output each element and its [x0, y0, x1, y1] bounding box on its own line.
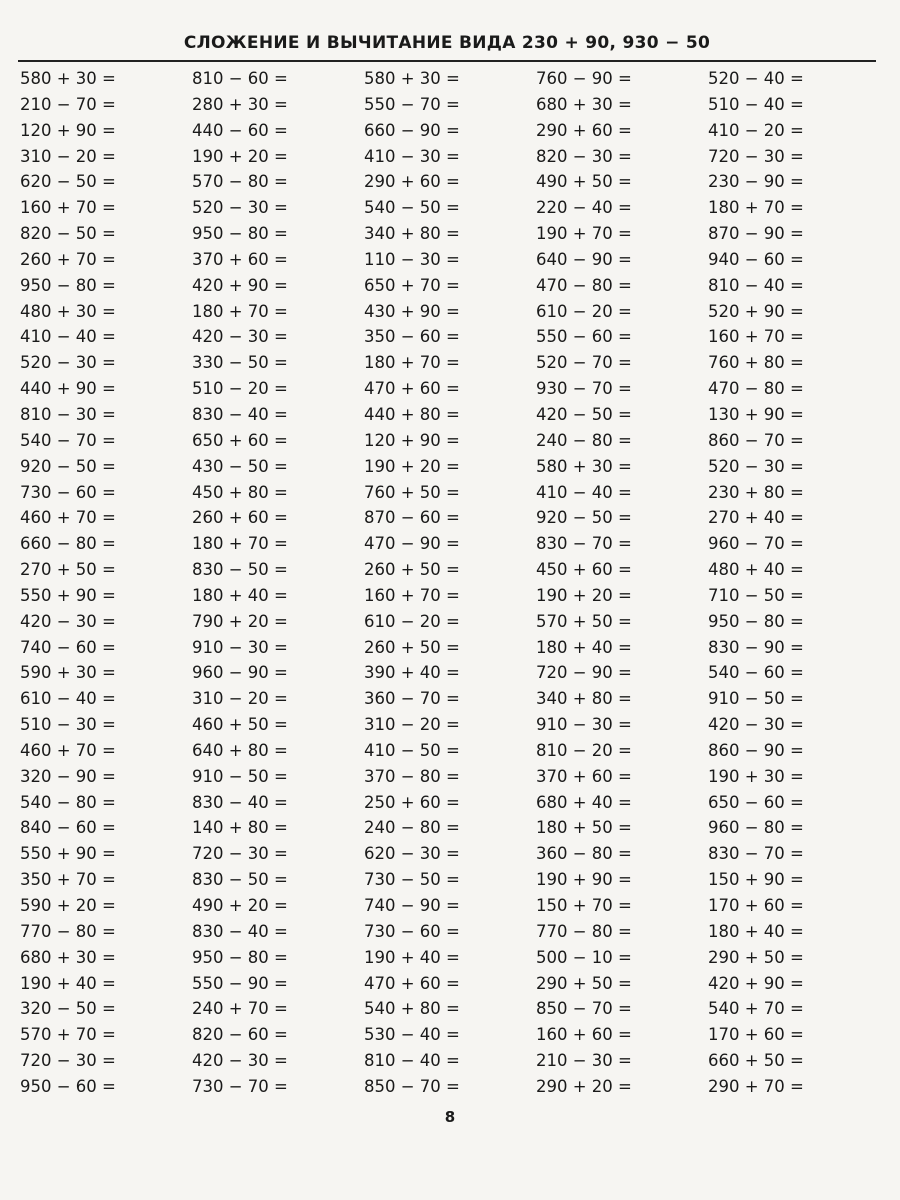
exercise-item: 520 − 30 =: [20, 353, 116, 373]
exercise-item: 370 + 60 =: [192, 249, 288, 269]
exercise-item: 580 + 30 =: [20, 69, 116, 88]
exercise-item: 180 + 40 =: [192, 585, 288, 605]
exercise-item: 540 − 60 =: [708, 663, 804, 683]
exercise-column: [362, 66, 534, 1100]
header-rule: [18, 60, 876, 62]
exercise-item: 460 + 50 =: [192, 715, 288, 735]
exercise-item: 830 − 40 =: [192, 404, 288, 424]
exercise-item: 730 − 50 =: [364, 870, 460, 890]
exercise-item: 350 − 60 =: [364, 327, 460, 347]
exercise-item: 820 − 30 =: [536, 146, 632, 166]
exercise-item: 870 − 60 =: [364, 508, 460, 528]
exercise-item: 420 − 50 =: [536, 404, 632, 424]
exercise-item: 330 − 50 =: [192, 353, 288, 373]
exercise-item: 810 − 40 =: [708, 275, 804, 295]
exercise-item: 940 − 60 =: [708, 249, 804, 269]
exercise-item: 920 − 50 =: [536, 508, 632, 528]
exercise-item: 720 − 30 =: [20, 1051, 116, 1071]
exercise-item: 110 − 30 =: [364, 249, 460, 269]
exercise-item: 230 + 80 =: [708, 482, 804, 502]
exercise-item: 190 + 70 =: [536, 224, 632, 244]
exercise-item: 120 + 90 =: [364, 430, 460, 450]
exercise-item: 870 − 90 =: [708, 224, 804, 244]
exercise-item: 210 − 30 =: [536, 1051, 632, 1071]
exercise-item: 730 − 70 =: [192, 1076, 288, 1096]
exercise-item: 430 − 50 =: [192, 456, 288, 476]
exercise-item: 610 − 20 =: [364, 611, 460, 631]
exercise-item: 190 + 30 =: [708, 766, 804, 786]
exercise-item: 180 + 40 =: [708, 921, 804, 941]
exercise-item: 960 − 90 =: [192, 663, 288, 683]
exercise-item: 160 + 70 =: [708, 327, 804, 347]
exercise-column: [534, 66, 706, 1100]
exercise-item: 220 − 40 =: [536, 198, 632, 218]
exercise-item: 480 + 30 =: [20, 301, 116, 321]
exercise-item: 810 − 30 =: [20, 404, 116, 424]
page-number: 8: [444, 1108, 456, 1126]
exercise-item: 470 + 60 =: [364, 379, 460, 399]
exercise-item: 230 − 90 =: [708, 172, 804, 192]
exercise-item: 120 + 90 =: [20, 120, 116, 140]
exercise-item: 610 − 20 =: [536, 301, 632, 321]
exercise-item: 390 + 40 =: [364, 663, 460, 683]
exercise-item: 830 − 90 =: [708, 637, 804, 657]
exercise-item: 590 + 30 =: [20, 663, 116, 683]
exercise-item: 470 − 80 =: [708, 379, 804, 399]
exercise-item: 680 + 30 =: [536, 94, 632, 114]
exercise-item: 810 − 60 =: [192, 69, 288, 88]
exercise-item: 470 − 80 =: [536, 275, 632, 295]
exercise-item: 340 + 80 =: [536, 689, 632, 709]
exercise-item: 550 + 90 =: [20, 844, 116, 864]
exercise-item: 310 − 20 =: [20, 146, 116, 166]
exercise-item: 410 − 40 =: [536, 482, 632, 502]
exercise-item: 520 − 30 =: [708, 456, 804, 476]
exercise-item: 640 + 80 =: [192, 740, 288, 760]
exercise-column: [18, 66, 190, 1100]
exercise-item: 650 + 60 =: [192, 430, 288, 450]
exercise-item: 420 − 30 =: [20, 611, 116, 631]
exercise-grid: [18, 66, 878, 1100]
exercise-item: 730 − 60 =: [20, 482, 116, 502]
exercise-item: 310 − 20 =: [364, 715, 460, 735]
exercise-item: 130 + 90 =: [708, 404, 804, 424]
exercise-item: 550 − 70 =: [364, 94, 460, 114]
exercise-item: 460 + 70 =: [20, 508, 116, 528]
exercise-item: 180 + 70 =: [364, 353, 460, 373]
exercise-item: 420 + 90 =: [192, 275, 288, 295]
exercise-item: 620 − 50 =: [20, 172, 116, 192]
exercise-item: 520 − 40 =: [708, 69, 804, 88]
exercise-item: 770 − 80 =: [20, 921, 116, 941]
exercise-item: 190 + 20 =: [192, 146, 288, 166]
exercise-item: 180 + 70 =: [192, 301, 288, 321]
exercise-item: 410 − 50 =: [364, 740, 460, 760]
exercise-item: 250 + 60 =: [364, 792, 460, 812]
exercise-item: 320 − 50 =: [20, 999, 116, 1019]
exercise-item: 830 − 70 =: [536, 534, 632, 554]
exercise-item: 660 + 50 =: [708, 1051, 804, 1071]
exercise-item: 450 + 60 =: [536, 560, 632, 580]
exercise-item: 290 + 60 =: [364, 172, 460, 192]
exercise-item: 550 + 90 =: [20, 585, 116, 605]
exercise-item: 850 − 70 =: [536, 999, 632, 1019]
exercise-item: 260 + 50 =: [364, 637, 460, 657]
exercise-item: 770 − 80 =: [536, 921, 632, 941]
exercise-item: 530 − 40 =: [364, 1025, 460, 1045]
exercise-item: 440 + 90 =: [20, 379, 116, 399]
exercise-item: 840 − 60 =: [20, 818, 116, 838]
page-title: СЛОЖЕНИЕ И ВЫЧИТАНИЕ ВИДА 230 + 90, 930 − 50: [183, 33, 711, 53]
exercise-item: 950 − 80 =: [708, 611, 804, 631]
exercise-item: 590 + 20 =: [20, 896, 116, 915]
exercise-item: 410 − 30 =: [364, 146, 460, 166]
exercise-item: 960 − 70 =: [708, 534, 804, 554]
exercise-item: 490 + 50 =: [536, 172, 632, 192]
exercise-item: 910 − 50 =: [192, 766, 288, 786]
exercise-item: 290 + 70 =: [708, 1076, 804, 1096]
exercise-item: 660 − 90 =: [364, 120, 460, 140]
exercise-item: 290 + 50 =: [536, 973, 632, 993]
exercise-item: 830 − 70 =: [708, 844, 804, 864]
exercise-item: 440 − 60 =: [192, 120, 288, 140]
exercise-item: 620 − 30 =: [364, 844, 460, 864]
exercise-item: 540 + 80 =: [364, 999, 460, 1019]
exercise-item: 830 − 50 =: [192, 870, 288, 890]
exercise-item: 370 + 60 =: [536, 766, 632, 786]
exercise-item: 270 + 50 =: [20, 560, 116, 580]
exercise-item: 370 − 80 =: [364, 766, 460, 786]
exercise-item: 460 + 70 =: [20, 740, 116, 760]
exercise-item: 720 − 30 =: [708, 146, 804, 166]
exercise-item: 360 − 80 =: [536, 844, 632, 864]
exercise-item: 520 − 30 =: [192, 198, 288, 218]
exercise-item: 290 + 20 =: [536, 1076, 632, 1096]
exercise-item: 720 − 30 =: [192, 844, 288, 864]
exercise-item: 740 − 90 =: [364, 896, 460, 915]
exercise-item: 170 + 60 =: [708, 1025, 804, 1045]
exercise-item: 510 − 20 =: [192, 379, 288, 399]
exercise-item: 660 − 80 =: [20, 534, 116, 554]
exercise-item: 470 + 60 =: [364, 973, 460, 993]
exercise-item: 570 + 70 =: [20, 1025, 116, 1045]
exercise-item: 950 − 80 =: [192, 224, 288, 244]
exercise-column: [190, 66, 362, 1100]
exercise-item: 810 − 20 =: [536, 740, 632, 760]
exercise-item: 650 − 60 =: [708, 792, 804, 812]
exercise-item: 820 − 50 =: [20, 224, 116, 244]
exercise-item: 420 − 30 =: [708, 715, 804, 735]
exercise-item: 640 − 90 =: [536, 249, 632, 269]
exercise-item: 290 + 60 =: [536, 120, 632, 140]
exercise-item: 150 + 70 =: [536, 896, 632, 915]
exercise-item: 280 + 30 =: [192, 94, 288, 114]
exercise-item: 550 − 60 =: [536, 327, 632, 347]
exercise-item: 710 − 50 =: [708, 585, 804, 605]
exercise-item: 540 − 70 =: [20, 430, 116, 450]
exercise-item: 850 − 70 =: [364, 1076, 460, 1096]
exercise-item: 540 − 50 =: [364, 198, 460, 218]
exercise-column: [706, 66, 878, 1100]
exercise-item: 680 + 40 =: [536, 792, 632, 812]
exercise-item: 790 + 20 =: [192, 611, 288, 631]
exercise-item: 420 − 30 =: [192, 327, 288, 347]
exercise-item: 520 + 90 =: [708, 301, 804, 321]
exercise-item: 580 + 30 =: [536, 456, 632, 476]
exercise-item: 480 + 40 =: [708, 560, 804, 580]
exercise-item: 420 − 30 =: [192, 1051, 288, 1071]
exercise-item: 520 − 70 =: [536, 353, 632, 373]
exercise-item: 310 − 20 =: [192, 689, 288, 709]
exercise-item: 860 − 90 =: [708, 740, 804, 760]
exercise-item: 760 + 80 =: [708, 353, 804, 373]
exercise-item: 160 + 70 =: [364, 585, 460, 605]
exercise-item: 260 + 50 =: [364, 560, 460, 580]
exercise-item: 150 + 90 =: [708, 870, 804, 890]
exercise-item: 190 + 40 =: [20, 973, 116, 993]
exercise-item: 320 − 90 =: [20, 766, 116, 786]
exercise-item: 510 − 40 =: [708, 94, 804, 114]
exercise-item: 730 − 60 =: [364, 921, 460, 941]
exercise-item: 160 + 60 =: [536, 1025, 632, 1045]
exercise-item: 490 + 20 =: [192, 896, 288, 915]
exercise-item: 950 − 80 =: [192, 947, 288, 967]
exercise-item: 510 − 30 =: [20, 715, 116, 735]
exercise-item: 830 − 40 =: [192, 921, 288, 941]
exercise-item: 190 + 90 =: [536, 870, 632, 890]
exercise-item: 240 − 80 =: [536, 430, 632, 450]
exercise-item: 190 + 20 =: [364, 456, 460, 476]
exercise-item: 650 + 70 =: [364, 275, 460, 295]
exercise-item: 170 + 60 =: [708, 896, 804, 915]
exercise-item: 930 − 70 =: [536, 379, 632, 399]
exercise-item: 450 + 80 =: [192, 482, 288, 502]
exercise-item: 360 − 70 =: [364, 689, 460, 709]
exercise-item: 760 − 90 =: [536, 69, 632, 88]
exercise-item: 550 − 90 =: [192, 973, 288, 993]
exercise-item: 950 − 80 =: [20, 275, 116, 295]
exercise-item: 820 − 60 =: [192, 1025, 288, 1045]
exercise-item: 830 − 40 =: [192, 792, 288, 812]
exercise-item: 760 + 50 =: [364, 482, 460, 502]
exercise-item: 920 − 50 =: [20, 456, 116, 476]
exercise-item: 570 − 80 =: [192, 172, 288, 192]
exercise-item: 180 + 50 =: [536, 818, 632, 838]
exercise-item: 190 + 20 =: [536, 585, 632, 605]
exercise-item: 470 − 90 =: [364, 534, 460, 554]
exercise-item: 960 − 80 =: [708, 818, 804, 838]
exercise-item: 180 + 70 =: [708, 198, 804, 218]
exercise-item: 610 − 40 =: [20, 689, 116, 709]
exercise-item: 140 + 80 =: [192, 818, 288, 838]
exercise-item: 570 + 50 =: [536, 611, 632, 631]
exercise-item: 740 − 60 =: [20, 637, 116, 657]
exercise-item: 410 − 20 =: [708, 120, 804, 140]
page-header: [18, 30, 876, 60]
exercise-item: 580 + 30 =: [364, 69, 460, 88]
exercise-item: 160 + 70 =: [20, 198, 116, 218]
exercise-item: 950 − 60 =: [20, 1076, 116, 1096]
exercise-item: 270 + 40 =: [708, 508, 804, 528]
exercise-item: 910 − 50 =: [708, 689, 804, 709]
exercise-item: 180 + 40 =: [536, 637, 632, 657]
exercise-item: 240 − 80 =: [364, 818, 460, 838]
exercise-item: 830 − 50 =: [192, 560, 288, 580]
exercise-item: 440 + 80 =: [364, 404, 460, 424]
exercise-item: 210 − 70 =: [20, 94, 116, 114]
exercise-item: 420 + 90 =: [708, 973, 804, 993]
exercise-item: 350 + 70 =: [20, 870, 116, 890]
exercise-item: 290 + 50 =: [708, 947, 804, 967]
exercise-item: 190 + 40 =: [364, 947, 460, 967]
exercise-item: 910 − 30 =: [192, 637, 288, 657]
exercise-item: 260 + 70 =: [20, 249, 116, 269]
exercise-item: 680 + 30 =: [20, 947, 116, 967]
exercise-item: 430 + 90 =: [364, 301, 460, 321]
exercise-item: 860 − 70 =: [708, 430, 804, 450]
exercise-item: 910 − 30 =: [536, 715, 632, 735]
exercise-item: 260 + 60 =: [192, 508, 288, 528]
exercise-item: 500 − 10 =: [536, 947, 632, 967]
exercise-item: 180 + 70 =: [192, 534, 288, 554]
exercise-item: 720 − 90 =: [536, 663, 632, 683]
exercise-item: 410 − 40 =: [20, 327, 116, 347]
exercise-item: 540 + 70 =: [708, 999, 804, 1019]
exercise-item: 340 + 80 =: [364, 224, 460, 244]
exercise-item: 810 − 40 =: [364, 1051, 460, 1071]
exercise-item: 540 − 80 =: [20, 792, 116, 812]
exercise-item: 240 + 70 =: [192, 999, 288, 1019]
